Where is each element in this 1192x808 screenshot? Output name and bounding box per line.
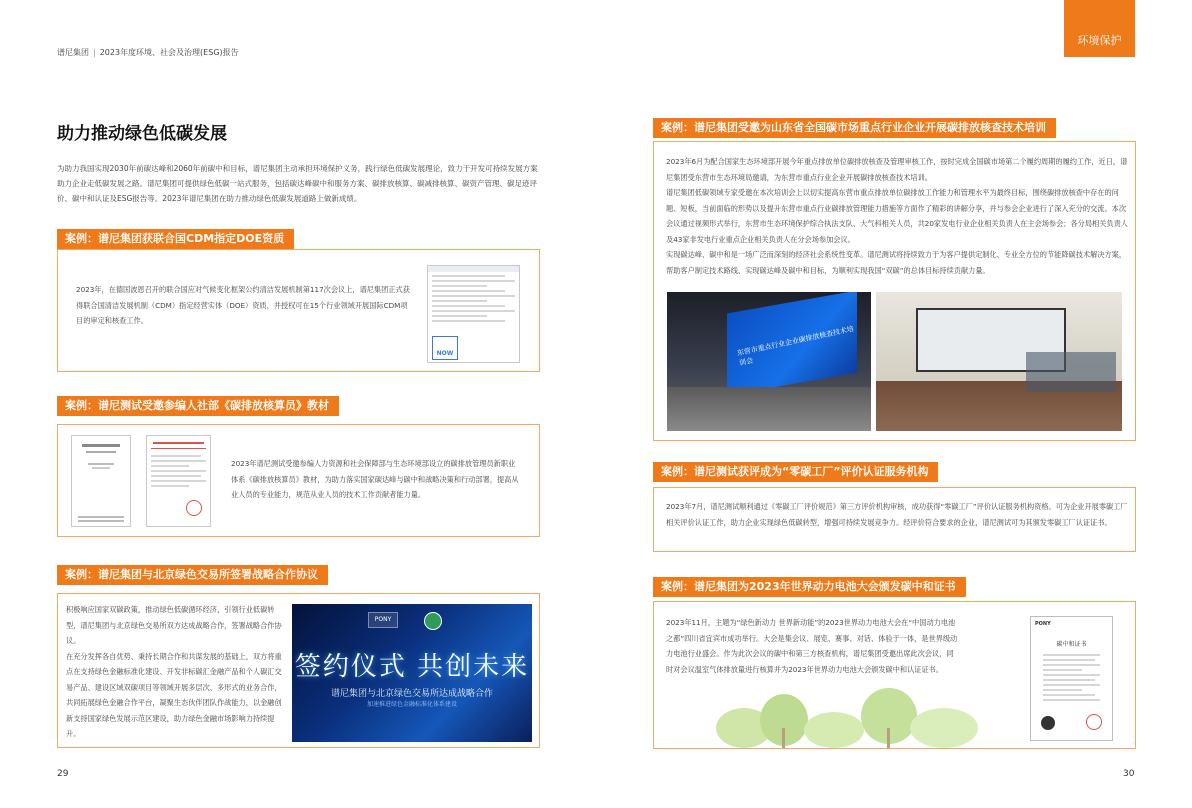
section-tag: 环境保护 [1064, 0, 1135, 57]
signing-banner-caption: 加速推进绿色金融标准化体系建设 [366, 701, 457, 708]
case-box-zero-carbon [653, 487, 1136, 552]
page-title: 助力推动绿色低碳发展 [57, 124, 227, 144]
case-text-textbook: 2023年谱尼测试受邀参编人力资源和社会保障部与生态环境部设立的碳排放管理员新职业体系《碳排放核算员》教材，为助力落实国家碳达峰与碳中和战略决策和行动部署，提高从业人员的专业能力，规范从业人员的技术工作贡献者能力量。 [231, 459, 519, 499]
case-text-cdm: 2023年，在德国波恩召开的联合国应对气候变化框架公约清洁发展机制第117次会议上，谱尼集团正式获得联合国清洁发展机制（CDM）指定经营实体（DOE）资质，并授权可在15个行业领域开展国际CDM项目的审定和核查工作。 [76, 285, 410, 325]
training-paragraph-3: 实现碳达峰、碳中和是一场广泛而深刻的经济社会系统性变革。谱尼测试将持续致力于为客户提供定制化、专业全方位的节能降碳技术解决方案，帮助客户制定技术路线、实现碳达峰及碳中和目标，为顺利实现我国“双碳”的总体目标持续贡献力量。 [666, 250, 1127, 275]
case-title-training: 案例：谱尼集团受邀为山东省全国碳市场重点行业企业开展碳排放核查技术培训 [653, 118, 1056, 138]
page-number-right: 30 [1123, 769, 1135, 779]
case-text-green-exchange: 积极响应国家双碳政策，推动绿色低碳循环经济，引领行业低碳转型，谱尼集团与北京绿色交易所双方达成战略合作，签署战略合作协议。 在充分发挥各自优势、秉持长期合作和共谋发展的基础上，双方将重点在支持绿色金融标准化建设、开发非标碳汇金融产品和个人碳汇交易产品、建设区域双碳项目等领域开展多层次、多形式的业务合作，共同拓展绿色金融合作平台，凝聚生态伙伴团队作战能力，以金融创新支持国家绿色发展示范区建设，助力绿色金融市场影响力持续提升。 [66, 605, 282, 738]
case-text-battery: 2023年11月，主题为“绿色新动力 世界新动能”的2023世界动力电池大会在“中国动力电池之都”四川省宜宾市成功举行。大会是集会议、展览、赛事、对话、体验于一体，是世界级动力电池行业盛会。作为此次会议的碳中和第三方核查机构，谱尼集团受邀出席此次会议，同时对会议温室气体排放量进行核算并为2023年世界动力电池大会颁发碳中和认证证书。 [666, 618, 958, 674]
training-paragraph-1: 2023年6月为配合国家生态环境部开展今年重点排放单位碳排放核查及管理审核工作，按时完成全国碳市场第二个履约周期的履约工作，近日，谱尼集团受东营市生态环境局邀请，为东营市重点行业企业开展碳排放核查技术培训。 [666, 157, 1128, 182]
signing-ceremony-photo [292, 604, 532, 742]
case-text-zero-carbon: 2023年7月，谱尼测试顺利通过《零碳工厂评价规范》第三方评价机构审核，成功获得“零碳工厂”评价认证服务机构资格。可为企业开展零碳工厂相关评价认证工作，助力企业实现绿色低碳转型，增强可持续发展竞争力。经评价符合要求的企业，谱尼测试可为其颁发零碳工厂认证证书。 [666, 502, 1128, 527]
header-report-title: 2023年度环境、社会及治理(ESG)报告 [99, 48, 239, 57]
certificate-heading: 碳中和证书 [1056, 641, 1087, 648]
certificate-seal-icon [1041, 716, 1055, 730]
red-seal-icon [186, 500, 202, 516]
tree-illustration [714, 688, 984, 748]
signing-banner-title: 签约仪式 共创未来 [294, 652, 530, 682]
case-title-cdm: 案例：谱尼集团获联合国CDM指定DOE资质 [57, 229, 294, 249]
case-box-battery [653, 601, 1136, 749]
training-room-photo-2 [876, 292, 1122, 431]
textbook-notice-image [71, 435, 131, 527]
red-seal-icon [1086, 714, 1102, 730]
signing-banner-subtitle: 谱尼集团与北京绿色交易所达成战略合作 [330, 689, 493, 699]
case-box-green-exchange [57, 593, 540, 748]
pony-logo-icon: PONY [1035, 621, 1051, 627]
running-header: 谱尼集团 | 2023年度环境、社会及治理(ESG)报告 [57, 48, 239, 57]
case-text-training [666, 154, 1128, 278]
green-exchange-logo-icon [424, 612, 442, 630]
page-number-left: 29 [57, 769, 69, 779]
case-title-textbook: 案例：谱尼测试受邀参编人社部《碳排放核算员》教材 [57, 396, 339, 416]
case-box-textbook [57, 424, 540, 537]
now-logo-icon: NOW [432, 336, 458, 360]
government-letter-image [146, 435, 211, 527]
case-title-battery: 案例：谱尼集团为2023年世界动力电池大会颁发碳中和证书 [653, 577, 966, 597]
case-title-green-exchange: 案例：谱尼集团与北京绿色交易所签署战略合作协议 [57, 565, 328, 585]
case-box-training [653, 141, 1136, 441]
training-paragraph-2: 谱尼集团低碳领域专家受邀在本次培训会上以切实提高东营市重点排放单位碳排放工作能力和管理水平为最终目标，围绕碳排放核查中存在的问题、短板，当前面临的形势以及提升东营市重点行业碳排放管理能力措施等方面作了精彩的讲解分享，并与参会企业进行了深入充分的交流。本次会议通过视频形式举行，东营市生态环境保护综合执法支队、大气科相关人员，共20家发电行业企业相关负责人在主会场参会；各分局相关负责人及43家非发电行业重点企业相关负责人在分会场参加会议。 [666, 188, 1128, 244]
screen-caption: 东营市重点行业企业碳排放核查技术培训会 [736, 324, 855, 368]
case-box-cdm [57, 249, 540, 372]
intro-paragraph: 为助力我国实现2030年前碳达峰和2060年前碳中和目标，谱尼集团主动承担环境保护义务，践行绿色低碳发展理论，致力于开发可持续发展方案助力企业走低碳发展之路。谱尼集团可提供绿色低碳一站式服务，包括碳达峰碳中和服务方案、碳排放核算、碳减排核算、碳资产管理、碳足迹评价、碳中和认证及ESG报告等。2023年谱尼集团在助力推动绿色低碳发展道路上做新成绩。 [57, 164, 538, 203]
case-title-zero-carbon: 案例：谱尼测试获评成为“零碳工厂”评价认证服务机构 [653, 462, 938, 482]
doe-certificate-image [427, 265, 520, 363]
carbon-neutral-certificate-image [1030, 616, 1113, 741]
header-company: 谱尼集团 [57, 48, 89, 57]
training-room-photo-1 [667, 292, 871, 431]
pony-logo-icon: PONY [368, 612, 398, 628]
